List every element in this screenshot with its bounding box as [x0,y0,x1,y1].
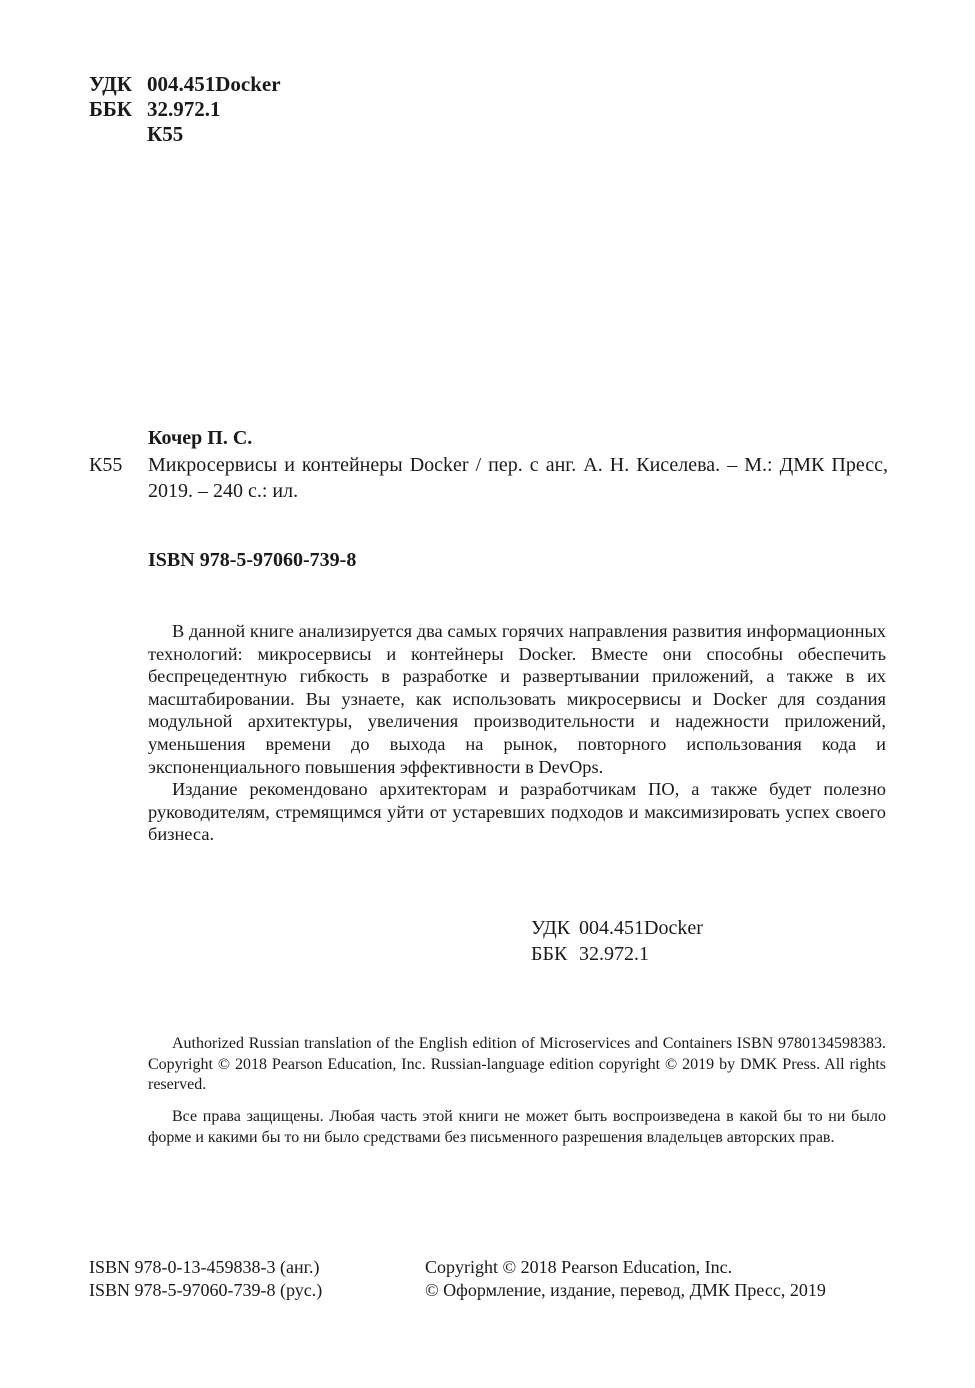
footer-isbn-list [89,1256,322,1302]
rights-note-russian-text: Все права защищены. Любая часть этой книги не может быть воспроизведена в какой бы то ни было форме и какими бы то ни было средствами без письменного разрешения владельцев авторских прав. [148,1108,886,1146]
author-sign-row [89,122,281,147]
isbn-main: ISBN 978-5-97060-739-8 [148,549,357,571]
author-name: Кочер П. С. [148,427,253,449]
bbk-row-right [531,941,703,967]
classification-right [531,915,703,967]
bbk-label: ББК [89,97,132,121]
udk-label-right: УДК [531,917,571,939]
copyright-note-english-text: Authorized Russian translation of the English edition of Microservices and Containers ISBN 9780134598383. Copyright © 2018 Pearson Education, Inc. Russian-language edition copyright © 2019 by DMK Press. All rights reserved. [148,1035,886,1093]
author-sign: К55 [147,122,184,146]
bbk-value: 32.972.1 [147,97,221,121]
udk-row [89,72,281,97]
footer-copyright-english: Copyright © 2018 Pearson Education, Inc. [425,1257,733,1277]
footer-isbn-english: ISBN 978-0-13-459838-3 (анг.) [89,1257,320,1277]
classification-block [89,72,281,147]
rights-note-russian [148,1107,886,1148]
udk-value: 004.451Docker [147,72,281,96]
author-code: К55 [89,454,123,476]
footer-copyright [425,1256,826,1302]
annotation-paragraph-1: В данной книге анализируется два самых горячих направления развития информационных технологий: микросервисы и контейнеры Docker. Вместе они способны обеспечить беспрецедентную гибкость в разработке и развертывании приложений, а также в их масштабировании. Вы узнаете, как использовать микросервисы и Docker для создания модульной архитектуры, увеличения производительности и надежности приложений, уменьшения времени до выхода на рынок, повторного использования кода и экспоненциального повышения эффективности в DevOps. [148,621,886,777]
footer-copyright-russian: © Оформление, издание, перевод, ДМК Пресс, 2019 [425,1280,826,1300]
bbk-row [89,97,281,122]
udk-row-right [531,915,703,941]
bbk-label-right: ББК [531,943,568,965]
footer-isbn-russian: ISBN 978-5-97060-739-8 (рус.) [89,1280,323,1300]
copyright-note-english [148,1034,886,1096]
bbk-value-right: 32.972.1 [579,943,649,965]
udk-label: УДК [89,72,132,96]
annotation [148,620,886,846]
annotation-paragraph-2: Издание рекомендовано архитекторам и разработчикам ПО, а также будет полезно руководителям, стремящимся уйти от устаревших подходов и максимизировать успех своего бизнеса. [148,779,886,845]
udk-value-right: 004.451Docker [579,917,703,939]
bibliographic-description: Микросервисы и контейнеры Docker / пер. с анг. А. Н. Киселева. – М.: ДМК Пресс, 2019. – 240 с.: ил. [148,454,888,502]
